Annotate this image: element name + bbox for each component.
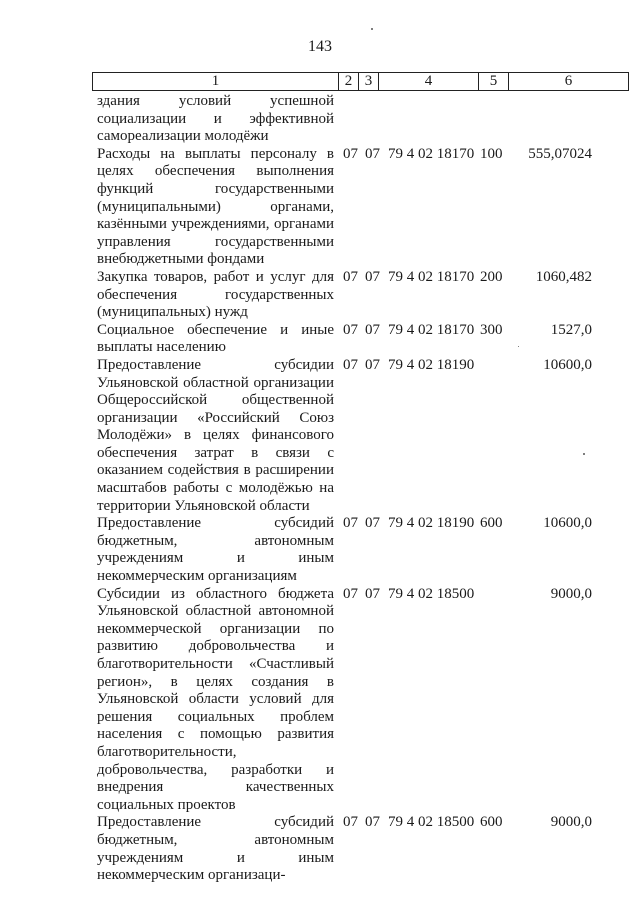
amount-value: 9000,0 [550,814,592,831]
row-description: здания условий успешной социализации и эффективной самореализации молодёжи [97,93,334,145]
row-description: Предоставление субсидии Ульяновской областной организации Общероссийской общественной организации «Российский Союз Молодёжи» в целях финансового обеспечения затрат в связи с оказанием содействия в расширении масштабов работы с молодёжью на территории Ульяновской области [97,356,334,514]
subsection-code: 07 [365,145,380,162]
subsection-code: 07 [365,585,380,602]
expense-type-code: 600 [480,515,503,532]
expense-type-code: 300 [480,321,503,338]
table-row [97,515,617,585]
scan-speck [371,28,373,30]
header-col-5: 5 [479,73,509,91]
table-row [97,93,617,146]
target-article-code: 79 4 02 18500 [388,814,475,831]
subsection-code: 07 [365,814,380,831]
table-row [97,357,617,515]
row-description: Предоставление субсидий бюджетным, автономным учреждениям и иным некоммерческим организациям [97,515,334,585]
section-code: 07 [343,145,358,162]
header-col-2: 2 [339,73,359,91]
table-header [92,72,629,91]
amount-value: 555,07024 [528,145,592,162]
amount-value: 1527,0 [550,321,592,338]
target-article-code: 79 4 02 18500 [388,585,475,602]
header-col-4: 4 [379,73,479,91]
amount-value: 10600,0 [543,515,592,532]
header-col-6: 6 [509,73,629,91]
table-row [97,586,617,815]
target-article-code: 79 4 02 18170 [388,268,475,285]
page-number: 143 [308,38,332,55]
subsection-code: 07 [365,321,380,338]
target-article-code: 79 4 02 18190 [388,356,475,373]
scan-speck [583,453,585,455]
target-article-code: 79 4 02 18190 [388,515,475,532]
amount-value: 10600,0 [543,356,592,373]
amount-value: 9000,0 [550,585,592,602]
row-description: Расходы на выплаты персоналу в целях обеспечения выполнения функций государственными (муниципальными) органами, казёнными учреждениями, органами управления государственными внебюджетными фондами [97,145,334,268]
table-row [97,814,617,884]
target-article-code: 79 4 02 18170 [388,321,475,338]
table-row [97,146,617,269]
section-code: 07 [343,814,358,831]
expense-type-code: 600 [480,814,503,831]
header-col-1: 1 [93,73,339,91]
budget-table-body [97,93,617,885]
table-row [97,269,617,322]
section-code: 07 [343,515,358,532]
target-article-code: 79 4 02 18170 [388,145,475,162]
section-code: 07 [343,356,358,373]
section-code: 07 [343,321,358,338]
scan-speck [518,346,519,347]
expense-type-code: 100 [480,145,503,162]
header-col-3: 3 [359,73,379,91]
row-description: Предоставление субсидий бюджетным, автономным учреждениям и иным некоммерческим организаци- [97,814,334,884]
row-description: Социальное обеспечение и иные выплаты населению [97,321,334,356]
subsection-code: 07 [365,515,380,532]
subsection-code: 07 [365,268,380,285]
table-row [97,322,617,357]
section-code: 07 [343,585,358,602]
expense-type-code: 200 [480,268,503,285]
row-description: Субсидии из областного бюджета Ульяновской областной автономной некоммерческой организации по развитию добровольчества и благотворительности «Счастливый регион», в целях создания в Ульяновской области условий для решения социальных проблем населения с помощью развития благотворительности, добровольчества, разработки и внедрения качественных социальных проектов [97,585,334,813]
subsection-code: 07 [365,356,380,373]
section-code: 07 [343,268,358,285]
row-description: Закупка товаров, работ и услуг для обеспечения государственных (муниципальных) нужд [97,268,334,321]
amount-value: 1060,482 [535,268,592,285]
